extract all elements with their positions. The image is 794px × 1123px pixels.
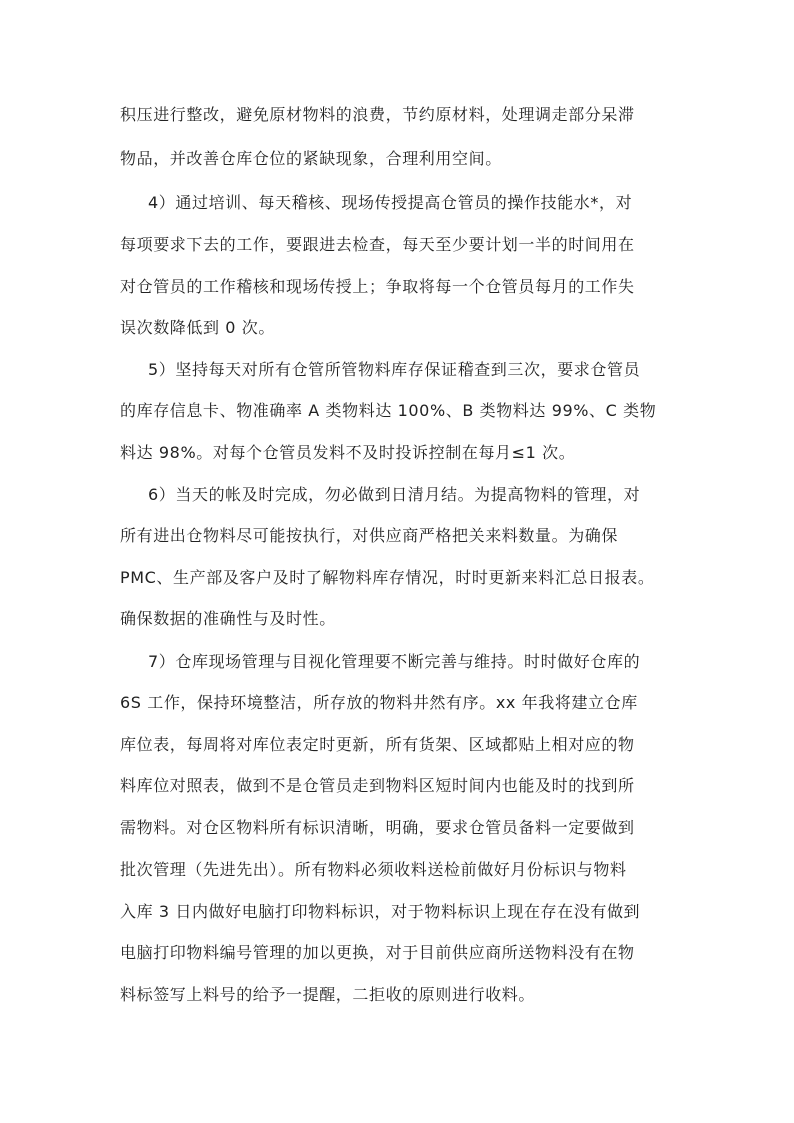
paragraph-line: 批次管理（先进先出）。所有物料必须收料送检前做好月份标识与物料 xyxy=(120,860,627,879)
paragraph-line: 误次数降低到 0 次。 xyxy=(120,318,275,337)
paragraph-line: 的库存信息卡、物准确率 A 类物料达 100%、B 类物料达 99%、C 类物 xyxy=(120,401,657,420)
paragraph-line: 库位表，每周将对库位表定时更新，所有货架、区域都贴上相对应的物 xyxy=(120,735,635,754)
paragraph-line: 料达 98%。对每个仓管员发料不及时投诉控制在每月≤1 次。 xyxy=(120,443,576,462)
paragraph-line: 所有进出仓物料尽可能按执行，对供应商严格把关来料数量。为确保 xyxy=(120,526,619,545)
paragraph-line: 6S 工作，保持环境整洁，所存放的物料井然有序。xx 年我将建立仓库 xyxy=(120,693,638,712)
paragraph-line: 物品，并改善仓库仓位的紧缺现象，合理利用空间。 xyxy=(120,149,502,168)
paragraph-line: 每项要求下去的工作，要跟进去检查，每天至少要计划一半的时间用在 xyxy=(120,235,635,254)
paragraph-line: 4）通过培训、每天稽核、现场传授提高仓管员的操作技能水*，对 xyxy=(148,193,633,212)
paragraph-line: 6）当天的帐及时完成，勿必做到日清月结。为提高物料的管理，对 xyxy=(148,485,641,504)
paragraph-line: 5）坚持每天对所有仓管所管物料库存保证稽查到三次，要求仓管员 xyxy=(148,360,641,379)
paragraph-line: 电脑打印物料编号管理的加以更换，对于目前供应商所送物料没有在物 xyxy=(120,943,635,962)
paragraph-line: 7）仓库现场管理与目视化管理要不断完善与维持。时时做好仓库的 xyxy=(148,652,641,671)
paragraph-line: PMC、生产部及客户及时了解物料库存情况，时时更新来料汇总日报表。 xyxy=(120,568,655,587)
paragraph-line: 积压进行整改，避免原材物料的浪费，节约原材料，处理调走部分呆滞 xyxy=(120,105,635,124)
paragraph-line: 确保数据的准确性与及时性。 xyxy=(120,609,336,628)
paragraph-line: 入库 3 日内做好电脑打印物料标识，对于物料标识上现在存在没有做到 xyxy=(120,902,641,921)
paragraph-line: 料库位对照表，做到不是仓管员走到物料区短时间内也能及时的找到所 xyxy=(120,776,635,795)
paragraph-line: 料标签写上料号的给予一提醒，二拒收的原则进行收料。 xyxy=(120,985,536,1004)
paragraph-line: 对仓管员的工作稽核和现场传授上；争取将每一个仓管员每月的工作失 xyxy=(120,277,635,296)
paragraph-line: 需物料。对仓区物料所有标识清晰，明确，要求仓管员备料一定要做到 xyxy=(120,818,635,837)
